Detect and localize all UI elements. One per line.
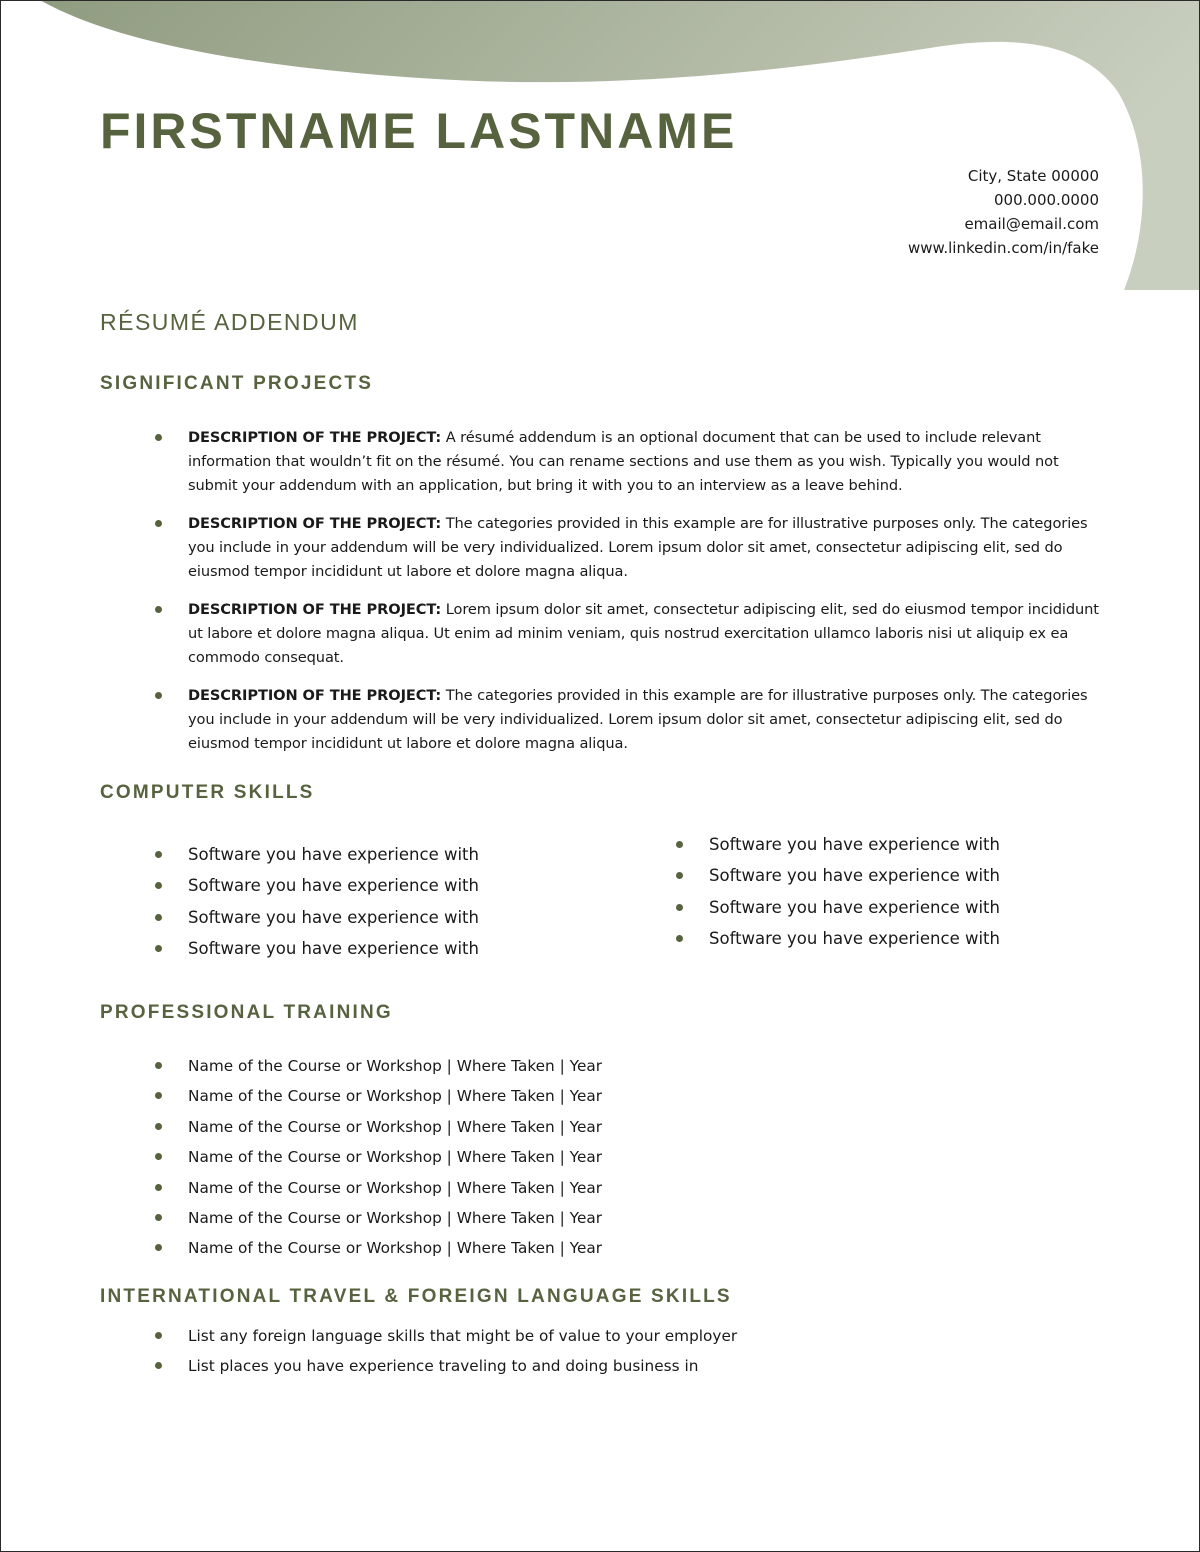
travel-list (152, 1321, 737, 1382)
project-label: DESCRIPTION OF THE PROJECT: (188, 429, 442, 446)
training-item: Name of the Course or Workshop | Where Taken | Year (152, 1203, 602, 1233)
skill-item: Software you have experience with (673, 829, 1000, 860)
contact-email: email@email.com (964, 215, 1099, 233)
contact-linkedin: www.linkedin.com/in/fake (907, 239, 1099, 257)
project-item (152, 684, 1102, 756)
training-item: Name of the Course or Workshop | Where Taken | Year (152, 1233, 602, 1263)
contact-phone: 000.000.0000 (994, 191, 1099, 209)
skill-item: Software you have experience with (152, 870, 479, 901)
travel-item: List places you have experience traveling to and doing business in (152, 1351, 737, 1381)
skills-list-column-2 (673, 829, 1000, 954)
project-item (152, 426, 1102, 498)
projects-list (152, 426, 1102, 770)
project-label: DESCRIPTION OF THE PROJECT: (188, 601, 442, 618)
training-list (152, 1051, 602, 1264)
skill-item: Software you have experience with (673, 892, 1000, 923)
training-item: Name of the Course or Workshop | Where Taken | Year (152, 1112, 602, 1142)
project-item (152, 598, 1102, 670)
skill-item: Software you have experience with (673, 923, 1000, 954)
training-item: Name of the Course or Workshop | Where Taken | Year (152, 1142, 602, 1172)
skills-list-column-1 (152, 839, 479, 964)
section-heading-projects: SIGNIFICANT PROJECTS (100, 373, 374, 394)
project-text: The categories provided in this example are for illustrative purposes only. The categories you include in your addendum will be very individualized. Lorem ipsum dolor sit amet, consectetur adipiscing elit, sed do eiusmod tempor incididunt ut labore et dolore magna aliqua. (188, 515, 1088, 580)
project-text: The categories provided in this example are for illustrative purposes only. The categories you include in your addendum will be very individualized. Lorem ipsum dolor sit amet, consectetur adipiscing elit, sed do eiusmod tempor incididunt ut labore et dolore magna aliqua. (188, 687, 1088, 752)
training-item: Name of the Course or Workshop | Where Taken | Year (152, 1051, 602, 1081)
applicant-name: FIRSTNAME LASTNAME (100, 103, 738, 159)
contact-city-state: City, State 00000 (967, 167, 1099, 185)
project-text: A résumé addendum is an optional document that can be used to include relevant information that wouldn’t fit on the résumé. You can rename sections and use them as you wish. Typically you would not submit your addendum with an application, but bring it with you to an interview as a leave behind. (188, 429, 1059, 494)
project-item (152, 512, 1102, 584)
skill-item: Software you have experience with (152, 933, 479, 964)
section-heading-travel: INTERNATIONAL TRAVEL & FOREIGN LANGUAGE SKILLS (100, 1286, 732, 1307)
skill-item: Software you have experience with (673, 860, 1000, 891)
contact-block (908, 164, 1099, 260)
project-text: Lorem ipsum dolor sit amet, consectetur adipiscing elit, sed do eiusmod tempor incididunt ut labore et dolore magna aliqua. Ut enim ad minim veniam, quis nostrud exercitation ullamco laboris nisi ut aliquip ex ea commodo consequat. (188, 601, 1099, 666)
skill-item: Software you have experience with (152, 902, 479, 933)
travel-item: List any foreign language skills that might be of value to your employer (152, 1321, 737, 1351)
project-label: DESCRIPTION OF THE PROJECT: (188, 515, 442, 532)
skill-item: Software you have experience with (152, 839, 479, 870)
project-label: DESCRIPTION OF THE PROJECT: (188, 687, 442, 704)
training-item: Name of the Course or Workshop | Where Taken | Year (152, 1081, 602, 1111)
section-heading-training: PROFESSIONAL TRAINING (100, 1002, 393, 1023)
training-item: Name of the Course or Workshop | Where Taken | Year (152, 1173, 602, 1203)
document-title: RÉSUMÉ ADDENDUM (100, 309, 359, 335)
section-heading-computer-skills: COMPUTER SKILLS (100, 782, 315, 803)
